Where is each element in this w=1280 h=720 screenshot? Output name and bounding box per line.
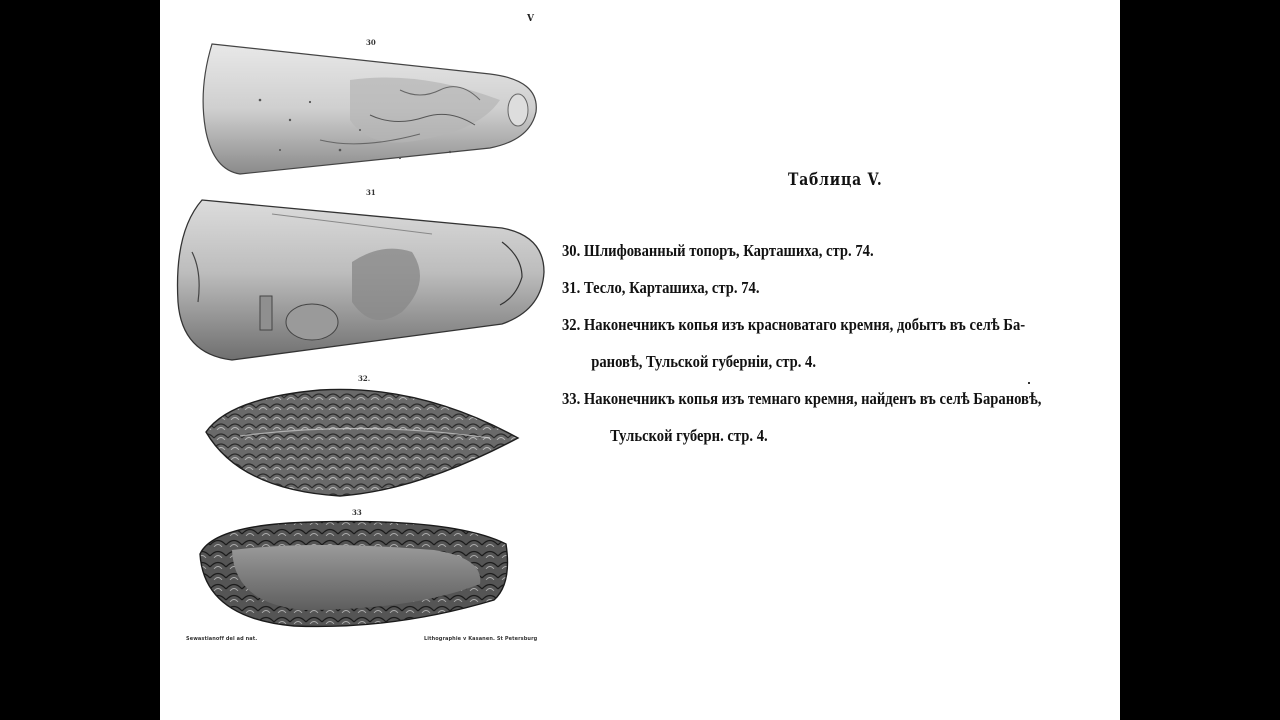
caption-32-line2: рановѣ, Тульской губерніи, стр. 4. (591, 352, 817, 371)
plate-page (160, 0, 1120, 720)
caption-32-line1: 32. Наконечникъ копья изъ красноватаго кремня, добытъ въ селѣ Ба- (562, 315, 1026, 334)
print-speck (1028, 382, 1030, 384)
figure-number-31: 31 (366, 188, 376, 197)
caption-33-line2: Тульской губерн. стр. 4. (610, 426, 768, 445)
figure-number-30: 30 (366, 38, 376, 47)
credit-artist: Sewastianoff del ad nat. (186, 636, 258, 642)
caption-31: 31. Тесло, Карташиха, стр. 74. (562, 278, 760, 297)
figure-number-32: 32. (358, 374, 371, 383)
artifact-adze-illustration (172, 192, 552, 368)
figure-captions (562, 232, 1044, 454)
plate-number-mark: V (527, 14, 534, 24)
credit-lithographer: Lithographie v Kasanen. St Petersburg (424, 636, 538, 642)
artifact-axe-illustration (200, 40, 550, 180)
artifact-spearhead-dark-illustration (194, 514, 514, 632)
plate-title: Таблица V. (788, 170, 883, 190)
caption-33-line1: 33. Наконечникъ копья изъ темнаго кремня, найденъ въ селѣ Барановѣ, (562, 389, 1042, 408)
figure-number-33: 33 (352, 508, 362, 517)
caption-30: 30. Шлифованный топоръ, Карташиха, стр. 74. (562, 241, 874, 260)
artifact-spearhead-reddish-illustration (200, 380, 524, 502)
